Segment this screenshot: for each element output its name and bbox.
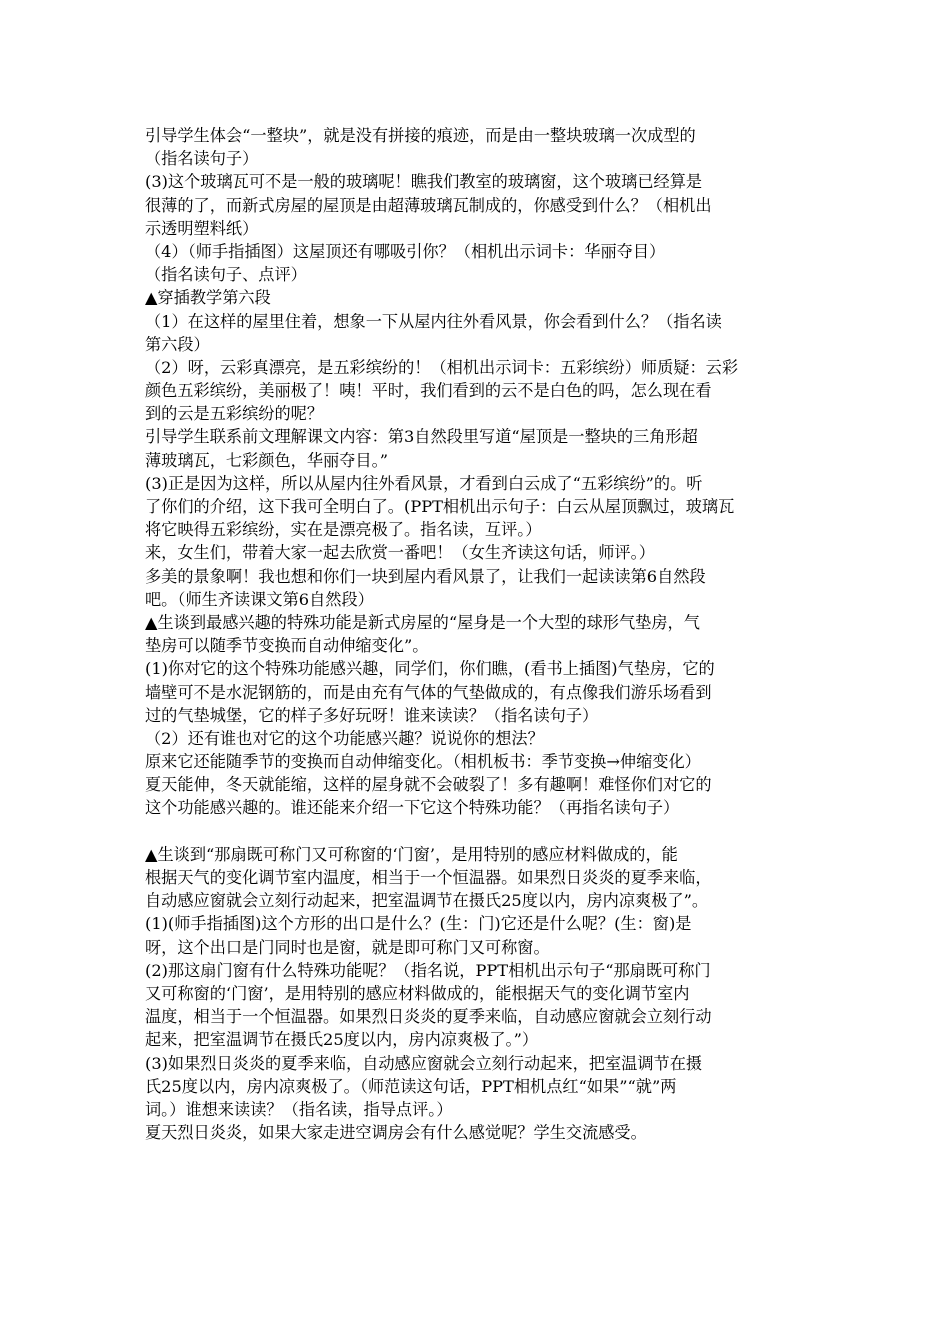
text-line: （2）还有谁也对它的这个功能感兴趣？说说你的想法？ <box>145 728 544 748</box>
text-line: 词。）谁想来读读？（指名读，指导点评。） <box>145 1099 453 1119</box>
text-line: (1)你对它的这个特殊功能感兴趣，同学们，你们瞧，(看书上插图)气垫房，它的 <box>145 659 715 679</box>
text-line: 第六段） <box>145 334 210 354</box>
text-line: 垫房可以随季节变换而自动伸缩变化”。 <box>145 636 429 656</box>
text-line: (3)正是因为这样，所以从屋内往外看风景，才看到白云成了“五彩缤纷”的。听 <box>145 473 703 493</box>
text-line: 墙壁可不是水泥钢筋的，而是由充有气体的气垫做成的，有点像我们游乐场看到 <box>145 682 712 702</box>
document-page <box>145 124 813 1144</box>
text-line: (3)这个玻璃瓦可不是一般的玻璃呢！瞧我们教室的玻璃窗，这个玻璃已经算是 <box>145 172 703 192</box>
text-line: （指名读句子、点评） <box>145 265 307 285</box>
text-line: 到的云是五彩缤纷的呢？ <box>145 404 324 424</box>
text-line: 温度，相当于一个恒温器。如果烈日炎炎的夏季来临，自动感应窗就会立刻行动 <box>145 1007 712 1027</box>
text-line: 夏天烈日炎炎，如果大家走进空调房会有什么感觉呢？学生交流感受。 <box>145 1123 647 1143</box>
text-line: 这个功能感兴趣的。谁还能来介绍一下它这个特殊功能？（再指名读句子） <box>145 798 680 818</box>
text-line: 吧。（师生齐读课文第6自然段） <box>145 589 374 609</box>
text-line: 薄玻璃瓦，七彩颜色，华丽夺目。” <box>145 450 388 470</box>
text-line: 过的气垫城堡，它的样子多好玩呀！谁来读读？（指名读句子） <box>145 705 599 725</box>
text-line: 原来它还能随季节的变换而自动伸缩变化。（相机板书：季节变换→伸缩变化） <box>145 752 701 772</box>
text-line: （指名读句子） <box>145 149 259 169</box>
text-line: 将它映得五彩缤纷，实在是漂亮极了。指名读，互评。） <box>145 520 542 540</box>
text-line: ▲生谈到“那扇既可称门又可称窗的‘门窗’，是用特别的感应材料做成的，能 <box>145 844 678 864</box>
text-line: 呀，这个出口是门同时也是窗，就是即可称门又可称窗。 <box>145 937 550 957</box>
text-line: ▲生谈到最感兴趣的特殊功能是新式房屋的“屋身是一个大型的球形气垫房，气 <box>145 612 700 632</box>
text-line: 颜色五彩缤纷，美丽极了！咦！平时，我们看到的云不是白色的吗，怎么现在看 <box>145 381 712 401</box>
text-line: (3)如果烈日炎炎的夏季来临，自动感应窗就会立刻行动起来，把室温调节在摄 <box>145 1053 703 1073</box>
text-line: (2)那这扇门窗有什么特殊功能呢？（指名说，PPT相机出示句子“那扇既可称门 <box>145 960 711 980</box>
text-line: 自动感应窗就会立刻行动起来，把室温调节在摄氏25度以内，房内凉爽极了”。 <box>145 891 709 911</box>
text-line: 引导学生联系前文理解课文内容：第3自然段里写道“屋顶是一整块的三角形超 <box>145 427 698 447</box>
text-line: 示透明塑料纸） <box>145 218 259 238</box>
text-line: 氏25度以内，房内凉爽极了。（师范读这句话，PPT相机点红“如果”“就”两 <box>145 1076 677 1096</box>
text-line: ▲穿插教学第六段 <box>145 288 271 308</box>
text-line: 夏天能伸，冬天就能缩，这样的屋身就不会破裂了！多有趣啊！难怪你们对它的 <box>145 775 712 795</box>
text-line: 了你们的介绍，这下我可全明白了。(PPT相机出示句子：白云从屋顶飘过，玻璃瓦 <box>145 497 735 516</box>
blank-line <box>145 820 813 843</box>
text-line: （2）呀，云彩真漂亮，是五彩缤纷的！（相机出示词卡：五彩缤纷）师质疑：云彩 <box>145 357 739 377</box>
text-line: 多美的景象啊！我也想和你们一块到屋内看风景了，让我们一起读读第6自然段 <box>145 566 706 586</box>
text-line: (1)(师手指插图)这个方形的出口是什么？(生：门)它还是什么呢？(生：窗)是 <box>145 914 692 934</box>
text-line: 很薄的了，而新式房屋的屋顶是由超薄玻璃瓦制成的，你感受到什么？（相机出 <box>145 195 712 215</box>
text-line: 起来，把室温调节在摄氏25度以内，房内凉爽极了。”） <box>145 1030 539 1050</box>
text-line: 又可称窗的‘门窗’，是用特别的感应材料做成的，能根据天气的变化调节室内 <box>145 983 690 1003</box>
text-line: （4）（师手指插图）这屋顶还有哪吸引你？（相机出示词卡：华丽夺目） <box>145 241 666 261</box>
text-line: 引导学生体会“一整块”，就是没有拼接的痕迹，而是由一整块玻璃一次成型的 <box>145 126 696 145</box>
text-line: （1）在这样的屋里住着，想象一下从屋内往外看风景，你会看到什么？（指名读 <box>145 311 722 331</box>
text-line: 来，女生们，带着大家一起去欣赏一番吧！（女生齐读这句话，师评。） <box>145 543 655 563</box>
text-line: 根据天气的变化调节室内温度，相当于一个恒温器。如果烈日炎炎的夏季来临， <box>145 868 712 887</box>
